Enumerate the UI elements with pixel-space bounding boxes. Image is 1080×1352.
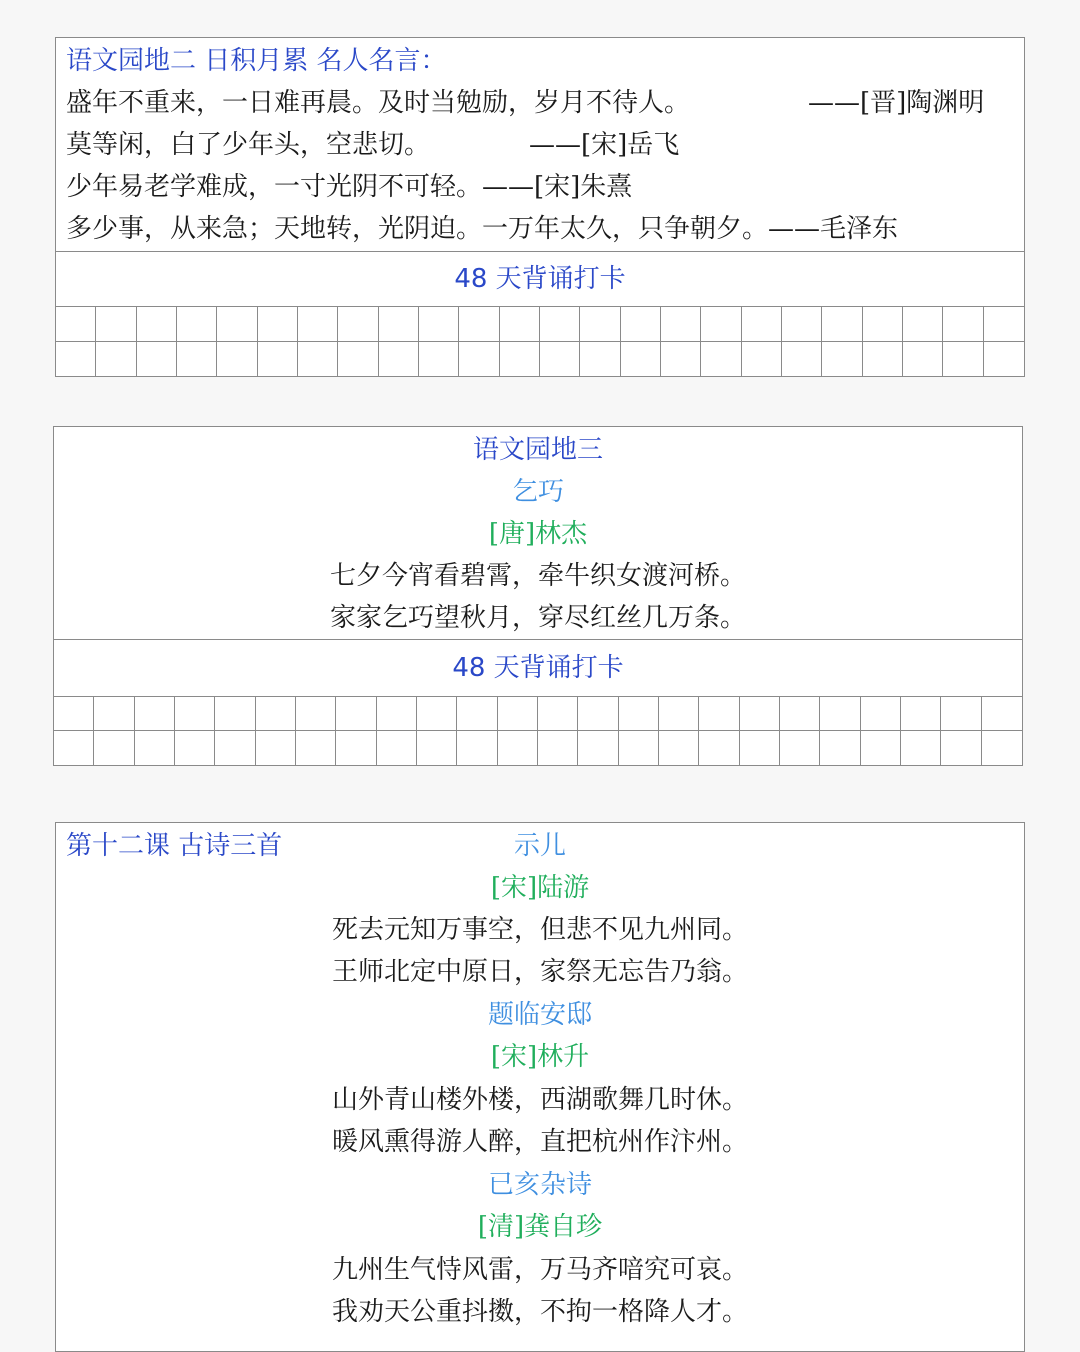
checkin-cell <box>215 697 255 731</box>
checkin-cell <box>982 697 1022 731</box>
poem-2-author: [宋]林升 <box>490 1042 590 1072</box>
section-2-checkin-grid <box>54 697 1022 765</box>
checkin-cell <box>96 307 136 342</box>
checkin-cell <box>377 731 417 765</box>
poem-3-line-1: 九州生气恃风雷，万马齐喑究可哀。 <box>331 1255 748 1285</box>
checkin-cell <box>699 697 739 731</box>
checkin-cell <box>578 731 618 765</box>
checkin-cell <box>984 342 1024 377</box>
checkin-cell <box>701 342 741 377</box>
quote-line-4: 多少事，从来急；天地转，光阴迫。一万年太久，只争朝夕。——毛泽东 <box>66 214 899 244</box>
checkin-cell <box>619 731 659 765</box>
checkin-cell <box>863 342 903 377</box>
checkin-cell <box>619 697 659 731</box>
poem-2-title: 题临安邸 <box>487 1000 592 1030</box>
checkin-cell <box>296 697 336 731</box>
checkin-cell <box>459 307 499 342</box>
section-3-header: 第十二课 古诗三首 <box>66 831 283 861</box>
quote-line-2: 莫等闲，白了少年头，空悲切。 <box>66 130 431 160</box>
checkin-cell <box>175 697 215 731</box>
checkin-cell <box>256 697 296 731</box>
checkin-cell <box>621 307 661 342</box>
checkin-cell <box>740 697 780 731</box>
quote-attribution-1: ——[晋]陶渊明 <box>808 88 985 118</box>
checkin-cell <box>256 731 296 765</box>
poem-3-author: [清]龚自珍 <box>477 1212 603 1242</box>
checkin-cell <box>903 307 943 342</box>
checkin-cell <box>742 307 782 342</box>
checkin-cell <box>56 307 96 342</box>
checkin-cell <box>54 731 94 765</box>
checkin-cell <box>296 731 336 765</box>
checkin-cell <box>338 342 378 377</box>
checkin-cell <box>701 307 741 342</box>
section-2-checkin-title: 48 天背诵打卡 <box>54 639 1022 697</box>
checkin-cell <box>457 731 497 765</box>
checkin-cell <box>699 731 739 765</box>
section-1-checkin-title: 48 天背诵打卡 <box>56 251 1024 307</box>
section-2-poem-line-1: 七夕今宵看碧霄，牵牛织女渡河桥。 <box>329 561 746 591</box>
poem-3-line-2: 我劝天公重抖擞，不拘一格降人才。 <box>331 1297 748 1327</box>
checkin-cell <box>943 342 983 377</box>
section-1-header: 语文园地二 日积月累 名人名言： <box>66 46 447 76</box>
checkin-cell <box>417 731 457 765</box>
checkin-cell <box>540 307 580 342</box>
checkin-cell <box>982 731 1022 765</box>
checkin-cell <box>782 342 822 377</box>
checkin-cell <box>419 307 459 342</box>
checkin-cell <box>135 697 175 731</box>
checkin-cell <box>217 342 257 377</box>
checkin-cell <box>540 342 580 377</box>
checkin-cell <box>177 342 217 377</box>
checkin-cell <box>54 697 94 731</box>
checkin-cell <box>822 342 862 377</box>
checkin-cell <box>500 307 540 342</box>
checkin-cell <box>336 731 376 765</box>
checkin-cell <box>419 342 459 377</box>
checkin-cell <box>901 697 941 731</box>
checkin-cell <box>298 307 338 342</box>
checkin-cell <box>500 342 540 377</box>
poem-1-title: 示儿 <box>513 831 566 861</box>
checkin-cell <box>298 342 338 377</box>
checkin-cell <box>578 697 618 731</box>
quote-line-3: 少年易老学难成，一寸光阴不可轻。——[宋]朱熹 <box>66 172 633 202</box>
section-1-card <box>55 37 1025 377</box>
quote-line-1: 盛年不重来，一日难再晨。及时当勉励，岁月不待人。 <box>66 88 691 118</box>
checkin-cell <box>941 697 981 731</box>
checkin-cell <box>258 342 298 377</box>
checkin-cell <box>459 342 499 377</box>
checkin-cell <box>175 731 215 765</box>
checkin-cell <box>661 307 701 342</box>
quote-attribution-2: ——[宋]岳飞 <box>529 130 680 160</box>
section-2-poem-line-2: 家家乞巧望秋月，穿尽红丝几万条。 <box>329 603 746 633</box>
section-2-card <box>53 426 1023 766</box>
checkin-cell <box>740 731 780 765</box>
checkin-cell <box>780 697 820 731</box>
poem-1-line-2: 王师北定中原日，家祭无忘告乃翁。 <box>331 957 748 987</box>
section-2-header: 语文园地三 <box>472 435 603 465</box>
checkin-cell <box>863 307 903 342</box>
checkin-cell <box>659 731 699 765</box>
checkin-cell <box>137 307 177 342</box>
checkin-cell <box>379 307 419 342</box>
checkin-cell <box>580 342 620 377</box>
checkin-cell <box>177 307 217 342</box>
checkin-cell <box>137 342 177 377</box>
checkin-cell <box>457 697 497 731</box>
checkin-cell <box>217 307 257 342</box>
checkin-cell <box>984 307 1024 342</box>
checkin-cell <box>215 731 255 765</box>
checkin-cell <box>580 307 620 342</box>
checkin-cell <box>94 731 134 765</box>
checkin-cell <box>903 342 943 377</box>
section-3-card <box>55 822 1025 1352</box>
checkin-cell <box>661 342 701 377</box>
checkin-cell <box>780 731 820 765</box>
checkin-cell <box>538 731 578 765</box>
checkin-cell <box>338 307 378 342</box>
checkin-cell <box>659 697 699 731</box>
checkin-cell <box>498 731 538 765</box>
checkin-cell <box>861 731 901 765</box>
checkin-cell <box>135 731 175 765</box>
checkin-cell <box>943 307 983 342</box>
poem-2-line-1: 山外青山楼外楼，西湖歌舞几时休。 <box>331 1085 748 1115</box>
checkin-cell <box>498 697 538 731</box>
checkin-cell <box>820 731 860 765</box>
checkin-cell <box>941 731 981 765</box>
checkin-cell <box>742 342 782 377</box>
checkin-cell <box>417 697 457 731</box>
checkin-cell <box>379 342 419 377</box>
checkin-cell <box>56 342 96 377</box>
checkin-cell <box>861 697 901 731</box>
checkin-cell <box>94 697 134 731</box>
poem-3-title: 已亥杂诗 <box>487 1170 592 1200</box>
section-2-poem-author: [唐]林杰 <box>488 519 588 549</box>
poem-2-line-2: 暖风熏得游人醉，直把杭州作汴州。 <box>331 1127 748 1157</box>
checkin-cell <box>258 307 298 342</box>
section-1-checkin-grid <box>56 307 1024 376</box>
section-2-poem-title: 乞巧 <box>511 477 564 507</box>
checkin-cell <box>377 697 417 731</box>
checkin-cell <box>901 731 941 765</box>
checkin-cell <box>336 697 376 731</box>
checkin-cell <box>538 697 578 731</box>
checkin-cell <box>782 307 822 342</box>
checkin-cell <box>96 342 136 377</box>
poem-1-author: [宋]陆游 <box>490 873 590 903</box>
checkin-cell <box>822 307 862 342</box>
checkin-cell <box>820 697 860 731</box>
poem-1-line-1: 死去元知万事空，但悲不见九州同。 <box>331 915 748 945</box>
checkin-cell <box>621 342 661 377</box>
